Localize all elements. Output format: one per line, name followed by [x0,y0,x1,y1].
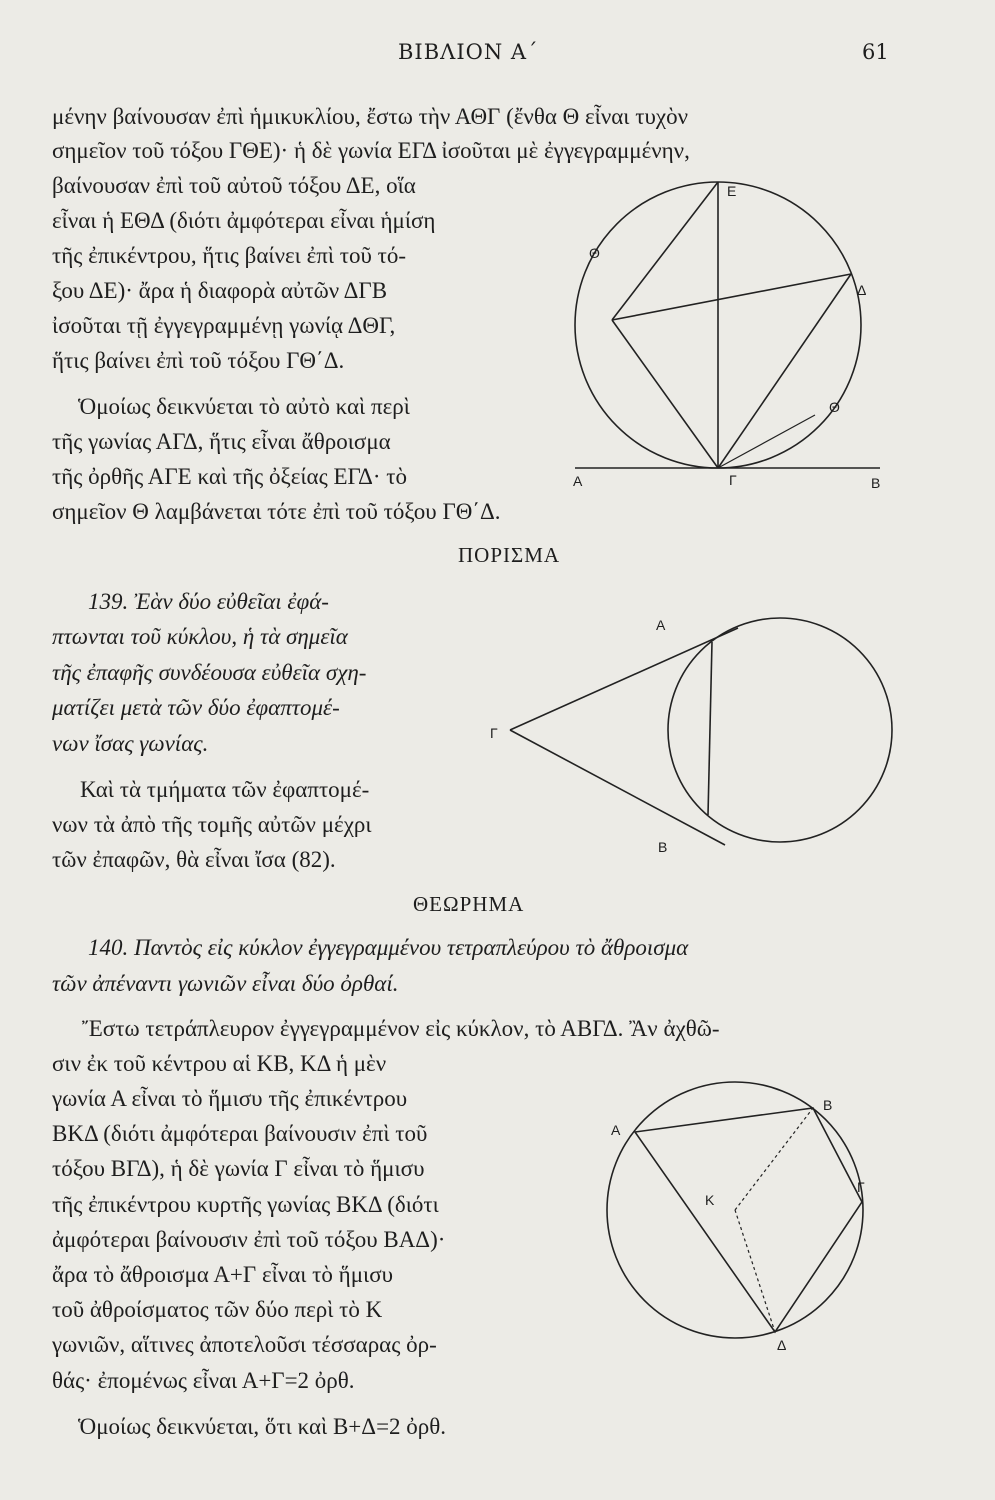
text-line: σημεῖον τοῦ τόξου ΓΘΕ)· ἡ δὲ γωνία ΕΓΔ ἰσοῦται μὲ ἐγγεγραμμένην, [52,138,690,163]
tangent-line-upper [510,628,738,730]
text-line: σιν ἐκ τοῦ κέντρου αἱ ΚΒ, ΚΔ ἡ μὲν [52,1051,387,1076]
figure-angle-circle [555,183,885,500]
fig-label: Α [656,617,666,633]
fig-label: Α [573,473,583,489]
text-line: ἀμφότεραι βαίνουσιν ἐπὶ τοῦ τόξου ΒΑΔ)· [52,1227,446,1252]
fig-label: Κ [705,1192,715,1208]
text-line: τῆς ἐπικέντρου κυρτῆς γωνίας ΒΚΔ (διότι [52,1192,439,1217]
text-line: βαίνουσαν ἐπὶ τοῦ αὐτοῦ τόξου ΔΕ, οἵα [52,173,416,198]
porisma-line: 139. Ἐὰν δύο εὐθεῖαι ἐφά- [88,589,329,614]
text-line: εἶναι ἡ ΕΘΔ (διότι ἀμφότεραι εἶναι ἡμίση [52,208,436,233]
text-line: γωνία Α εἶναι τὸ ἥμισυ τῆς ἐπικέντρου [52,1086,408,1111]
running-title: ΒΙΒΛΙΟΝ Α΄ [398,40,539,64]
figure-cyclic-quadrilateral [585,1080,885,1360]
page-header [0,40,995,74]
tangent-line-lower [510,730,725,845]
fig-label: Δ [777,1337,787,1353]
text-line: Ἔστω τετράπλευρον ἐγγεγραμμένον εἰς κύκλον, τὸ ΑΒΓΔ. Ἂν ἀχθῶ- [82,1016,720,1041]
text-line: Καὶ τὰ τμήματα τῶν ἐφαπτομέ- [80,777,370,802]
text-line: Ὁμοίως δεικνύεται, ὅτι καὶ Β+Δ=2 ὀρθ. [78,1414,447,1439]
chord-theta-gamma [612,320,718,468]
text-line: ἰσοῦται τῇ ἐγγεγραμμένῃ γωνίᾳ ΔΘΓ, [52,313,396,338]
fig-label: Γ [490,725,498,741]
figure-tangents [480,600,900,870]
fig-label: Β [658,839,668,855]
theorema-line: 140. Παντὸς εἰς κύκλον ἐγγεγραμμένου τετραπλεύρου τὸ ἄθροισμα [88,935,689,960]
text-line: Ὁμοίως δεικνύεται τὸ αὐτὸ καὶ περὶ [78,394,410,419]
fig-label: Θ [829,399,840,415]
radius-kb [735,1108,813,1210]
porisma-line: ματίζει μετὰ τῶν δύο ἐφαπτομέ- [52,695,340,720]
radius-kd [735,1210,775,1332]
text-line: τῆς ὀρθῆς ΑΓΕ καὶ τῆς ὀξείας ΕΓΔ· τὸ [52,464,408,489]
fig-label: Δ [857,282,867,298]
fig-label: Γ [729,472,737,488]
fig-label: Β [871,475,881,491]
fig-label: Α [611,1122,621,1138]
text-line: ΒΚΔ (διότι ἀμφότεραι βαίνουσιν ἐπὶ τοῦ [52,1121,428,1146]
text-line: γωνιῶν, αἵτινες ἀποτελοῦσι τέσσαρας ὀρ- [52,1332,437,1357]
chord-contact [708,642,712,815]
porisma-line: πτωνται τοῦ κύκλου, ἡ τὰ σημεῖα [52,624,348,649]
text-line: νων τὰ ἀπὸ τῆς τομῆς αὐτῶν μέχρι [52,812,372,837]
text-line: ἄρα τὸ ἄθροισμα Α+Γ εἶναι τὸ ἥμισυ [52,1262,394,1287]
text-line: μένην βαίνουσαν ἐπὶ ἡμικυκλίου, ἔστω τὴν ΑΘΓ (ἔνθα Θ εἶναι τυχὸν [52,104,688,129]
text-line: ἥτις βαίνει ἐπὶ τοῦ τόξου ΓΘ΄Δ. [52,348,345,373]
fig-label: Θ [589,245,600,261]
text-line: θάς· ἐπομένως εἶναι Α+Γ=2 ὀρθ. [52,1368,355,1393]
theorema-heading: ΘΕΩΡΗΜΑ [413,892,525,916]
circle [668,618,892,842]
text-line: τῆς ἐπικέντρου, ἥτις βαίνει ἐπὶ τοῦ τό- [52,243,407,268]
fig-label: Γ [857,1179,865,1195]
porisma-heading: ΠΟΡΙΣΜΑ [458,543,561,567]
fig-label: Ε [727,183,737,199]
fig-label: Β [823,1097,833,1113]
porisma-line: νων ἴσας γωνίας. [52,731,209,756]
chord-theta-e [612,182,718,320]
text-line: τοῦ ἀθροίσματος τῶν δύο περὶ τὸ Κ [52,1297,383,1322]
porisma-line: τῆς ἐπαφῆς συνδέουσα εὐθεῖα σχη- [52,660,367,685]
text-line: ξου ΔΕ)· ἄρα ἡ διαφορὰ αὐτῶν ΔΓΒ [52,278,388,303]
chord-theta-delta [612,274,851,320]
text-line: σημεῖον Θ λαμβάνεται τότε ἐπὶ τοῦ τόξου ΓΘ΄Δ. [52,499,501,524]
chord-gamma-delta [718,274,851,468]
theorema-line: τῶν ἀπέναντι γωνιῶν εἶναι δύο ὀρθαί. [52,971,399,996]
text-line: τόξου ΒΓΔ), ἡ δὲ γωνία Γ εἶναι τὸ ἥμισυ [52,1156,425,1181]
text-line: τῶν ἐπαφῶν, θὰ εἶναι ἴσα (82). [52,847,336,872]
page-number: 61 [862,40,889,64]
text-line: τῆς γωνίας ΑΓΔ, ἥτις εἶναι ἄθροισμα [52,429,391,454]
